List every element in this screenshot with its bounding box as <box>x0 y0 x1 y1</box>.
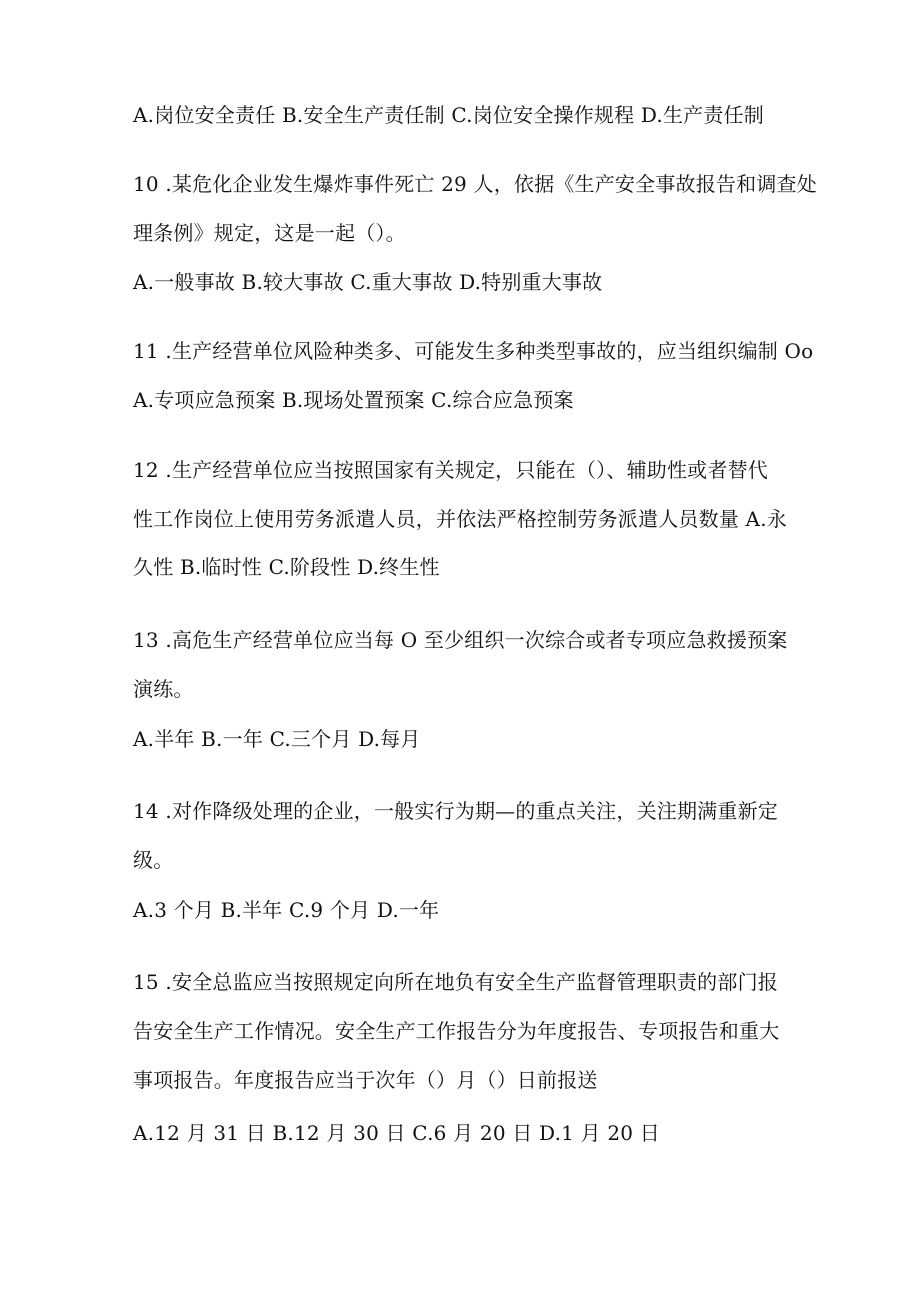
q14-stem-line-1: 14 .对作降级处理的企业，一般实行为期—的重点关注，关注期满重新定 <box>133 799 778 823</box>
q14-options: A.3 个月 B.半年 C.9 个月 D.一年 <box>133 898 440 922</box>
q15-options: A.12 月 31 日 B.12 月 30 日 C.6 月 20 日 D.1 月 20 日 <box>133 1121 660 1145</box>
q10-options: A.一般事故 B.较大事故 C.重大事故 D.特别重大事故 <box>133 270 603 294</box>
q13-options: A.半年 B.一年 C.三个月 D.每月 <box>133 727 421 751</box>
q9-options: A.岗位安全责任 B.安全生产责任制 C.岗位安全操作规程 D.生产责任制 <box>133 103 764 127</box>
q14-stem-line-2: 级。 <box>133 848 174 872</box>
q11-stem-line-1: 11 .生产经营单位风险种类多、可能发生多种类型事故的，应当组织编制 Oo <box>133 339 814 363</box>
q11-options: A.专项应急预案 B.现场处置预案 C.综合应急预案 <box>133 388 574 412</box>
q13-stem-line-2: 演练。 <box>133 677 194 701</box>
q15-stem-line-3: 事项报告。年度报告应当于次年（）月（）日前报送 <box>133 1068 598 1092</box>
q12-stem-line-1: 12 .生产经营单位应当按照国家有关规定，只能在（）、辅助性或者替代 <box>133 458 768 482</box>
q15-stem-line-1: 15 .安全总监应当按照规定向所在地负有安全生产监督管理职责的部门报 <box>133 970 778 994</box>
q10-stem-line-2: 理条例》规定，这是一起（）。 <box>133 221 406 245</box>
q12-options: 久性 B.临时性 C.阶段性 D.终生性 <box>133 555 440 579</box>
q15-stem-line-2: 告安全生产工作情况。安全生产工作报告分为年度报告、专项报告和重大 <box>133 1019 780 1043</box>
q12-stem-line-2: 性工作岗位上使用劳务派遣人员，并依法严格控制劳务派遣人员数量 A.永 <box>133 507 787 531</box>
q10-stem-line-1: 10 .某危化企业发生爆炸事件死亡 29 人，依据《生产安全事故报告和调查处 <box>133 172 817 196</box>
q13-stem-line-1: 13 .高危生产经营单位应当每 O 至少组织一次综合或者专项应急救援预案 <box>133 628 788 652</box>
